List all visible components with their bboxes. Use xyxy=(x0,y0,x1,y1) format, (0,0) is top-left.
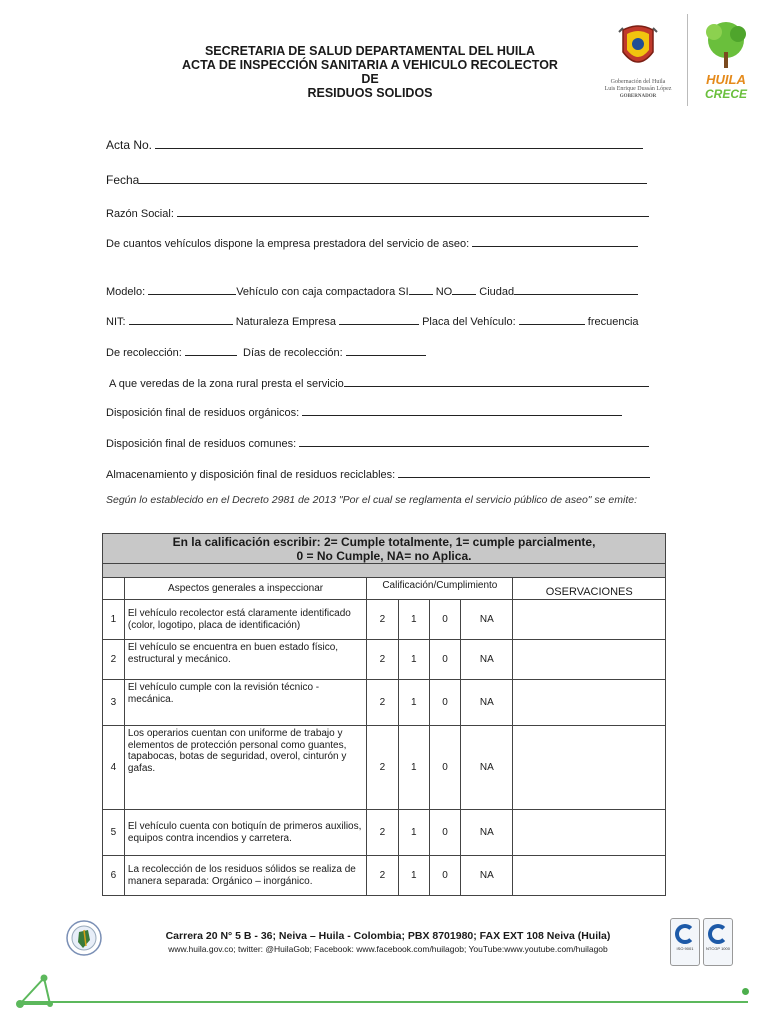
naturaleza-label: Naturaleza Empresa xyxy=(235,316,336,328)
nit-blank[interactable] xyxy=(129,314,233,325)
row-number: 6 xyxy=(103,856,125,896)
placa-label: Placa del Vehículo: xyxy=(422,316,516,328)
comunes-field xyxy=(106,436,649,450)
no-label: NO xyxy=(435,286,453,298)
vehiculos-label: De cuantos vehículos dispone la empresa prestadora del servicio de aseo: xyxy=(106,238,470,250)
score-na-cell[interactable]: NA xyxy=(461,640,513,680)
naturaleza-blank[interactable] xyxy=(339,314,419,325)
fecha-blank[interactable] xyxy=(139,173,647,184)
table-spacer-row xyxy=(103,564,666,578)
row-aspect-text: La recolección de los residuos sólidos se realiza de manera separada: Orgánico – inorgánico. xyxy=(124,856,366,896)
table-title xyxy=(103,534,666,564)
razon-social-label: Razón Social: xyxy=(106,208,174,220)
coat-of-arms-icon xyxy=(615,22,661,74)
gob-caption-2: Luis Enrique Dussán López xyxy=(604,86,672,92)
caja-no-blank[interactable] xyxy=(452,284,476,295)
col-header-observaciones: OSERVACIONES xyxy=(513,578,666,600)
score-1-cell[interactable]: 1 xyxy=(398,600,429,640)
table-title-line-2: 0 = No Cumple, NA= no Aplica. xyxy=(296,548,472,563)
score-2-cell[interactable]: 2 xyxy=(367,640,398,680)
row-aspect-text: El vehículo cuenta con botiquín de primeros auxilios, equipos contra incendios y carretera. xyxy=(124,810,366,856)
comunes-label: Disposición final de residuos comunes: xyxy=(106,438,297,450)
score-0-cell[interactable]: 0 xyxy=(429,810,460,856)
gobernacion-logo xyxy=(598,22,678,102)
nit-row xyxy=(106,314,639,328)
nit-label: NIT: xyxy=(106,316,126,328)
health-secretary-seal-icon xyxy=(64,916,104,966)
fecha-label: Fecha xyxy=(106,173,140,187)
certification-icon xyxy=(708,924,728,944)
score-na-cell[interactable]: NA xyxy=(461,680,513,726)
score-0-cell[interactable]: 0 xyxy=(429,856,460,896)
header-line-4: RESIDUOS SOLIDOS xyxy=(307,86,433,100)
logo-divider xyxy=(687,14,688,106)
network-triangle-icon xyxy=(12,968,56,1012)
observaciones-cell[interactable] xyxy=(513,810,666,856)
observaciones-cell[interactable] xyxy=(513,600,666,640)
table-row xyxy=(103,810,666,856)
col-header-num xyxy=(103,578,125,600)
huila-crece-logo xyxy=(698,18,754,104)
gob-caption-1: Gobernación del Huila xyxy=(610,79,666,85)
frecuencia-label: frecuencia xyxy=(587,316,639,328)
score-na-cell[interactable]: NA xyxy=(461,726,513,810)
caja-label: Vehículo con caja compactadora SI xyxy=(236,286,409,298)
score-2-cell[interactable]: 2 xyxy=(367,856,398,896)
table-title-line-1: En la calificación escribir: 2= Cumple totalmente, 1= cumple parcialmente, xyxy=(172,534,596,549)
table-column-headers xyxy=(103,578,666,600)
score-0-cell[interactable]: 0 xyxy=(429,680,460,726)
document-header xyxy=(160,44,580,100)
dias-label: Días de recolección: xyxy=(243,347,343,359)
score-na-cell[interactable]: NA xyxy=(461,810,513,856)
score-2-cell[interactable]: 2 xyxy=(367,680,398,726)
row-aspect-text: El vehículo cumple con la revisión técnico - mecánica. xyxy=(124,680,366,726)
score-0-cell[interactable]: 0 xyxy=(429,640,460,680)
row-number: 3 xyxy=(103,680,125,726)
tree-icon xyxy=(698,18,754,104)
ciudad-blank[interactable] xyxy=(514,284,638,295)
placa-blank[interactable] xyxy=(519,314,585,325)
organicos-field xyxy=(106,405,622,419)
organicos-label: Disposición final de residuos orgánicos: xyxy=(106,407,300,419)
modelo-label: Modelo: xyxy=(106,286,146,298)
certification-icon xyxy=(675,924,695,944)
vehiculos-blank[interactable] xyxy=(472,236,638,247)
acta-no-blank[interactable] xyxy=(155,138,643,149)
modelo-row xyxy=(106,284,638,298)
ciudad-label: Ciudad xyxy=(479,286,515,298)
score-na-cell[interactable]: NA xyxy=(461,600,513,640)
recoleccion-row xyxy=(106,345,426,359)
score-2-cell[interactable]: 2 xyxy=(367,600,398,640)
veredas-field xyxy=(109,376,649,390)
dias-blank[interactable] xyxy=(346,345,426,356)
observaciones-cell[interactable] xyxy=(513,640,666,680)
ntcgp-certification-badge xyxy=(703,918,733,966)
crece-text: CRECE xyxy=(704,87,748,101)
observaciones-cell[interactable] xyxy=(513,856,666,896)
organicos-blank[interactable] xyxy=(302,405,622,416)
cert-2-label: NTCGP 1000 xyxy=(706,946,730,951)
fecha-field xyxy=(106,173,647,187)
huila-text: HUILA xyxy=(706,72,746,87)
row-number: 1 xyxy=(103,600,125,640)
acta-no-label: Acta No. xyxy=(106,138,153,152)
veredas-blank[interactable] xyxy=(344,376,649,387)
score-1-cell[interactable]: 1 xyxy=(398,856,429,896)
decreto-note: Según lo establecido en el Decreto 2981 de 2013 "Por el cual se reglamenta el servicio público de aseo" se emite: xyxy=(106,494,638,506)
table-row xyxy=(103,856,666,896)
reciclables-label: Almacenamiento y disposición final de residuos reciclables: xyxy=(106,469,396,481)
observaciones-cell[interactable] xyxy=(513,726,666,810)
col-header-aspectos: Aspectos generales a inspeccionar xyxy=(124,578,366,600)
row-aspect-text: Los operarios cuentan con uniforme de trabajo y elementos de protección personal como guantes, tapabocas, botas de seguridad, overol, cinturón y gafas. xyxy=(124,726,366,810)
razon-social-field xyxy=(106,206,649,220)
reciclables-field xyxy=(106,467,650,481)
row-number: 4 xyxy=(103,726,125,810)
modelo-blank[interactable] xyxy=(148,284,236,295)
acta-no-field xyxy=(106,138,643,152)
score-1-cell[interactable]: 1 xyxy=(398,726,429,810)
score-1-cell[interactable]: 1 xyxy=(398,640,429,680)
veredas-label: A que veredas de la zona rural presta el servicio xyxy=(109,378,344,390)
score-2-cell[interactable]: 2 xyxy=(367,726,398,810)
row-number: 5 xyxy=(103,810,125,856)
caja-si-blank[interactable] xyxy=(409,284,433,295)
razon-social-blank[interactable] xyxy=(177,206,649,217)
footer-address: Carrera 20 N° 5 B - 36; Neiva – Huila - Colombia; PBX 8701980; FAX EXT 108 Neiva (Huila) xyxy=(165,930,611,942)
de-recoleccion-label: De recolección: xyxy=(106,347,182,359)
footer-green-rule xyxy=(20,1001,748,1003)
row-aspect-text: El vehículo se encuentra en buen estado físico, estructural y mecánico. xyxy=(124,640,366,680)
table-row xyxy=(103,680,666,726)
table-row xyxy=(103,600,666,640)
table-row xyxy=(103,726,666,810)
comunes-blank[interactable] xyxy=(299,436,649,447)
row-number: 2 xyxy=(103,640,125,680)
score-na-cell[interactable]: NA xyxy=(461,856,513,896)
header-line-3: DE xyxy=(361,72,379,86)
score-2-cell[interactable]: 2 xyxy=(367,810,398,856)
observaciones-cell[interactable] xyxy=(513,680,666,726)
iso-certification-badge xyxy=(670,918,700,966)
gob-caption-3: GOBERNADOR xyxy=(619,94,657,99)
inspection-table xyxy=(102,533,666,896)
header-line-1: SECRETARIA DE SALUD DEPARTAMENTAL DEL HUILA xyxy=(204,44,536,58)
header-line-2: ACTA DE INSPECCIÓN SANITARIA A VEHICULO RECOLECTOR xyxy=(182,58,558,72)
footer-dot xyxy=(742,988,749,995)
score-0-cell[interactable]: 0 xyxy=(429,726,460,810)
frecuencia-blank[interactable] xyxy=(185,345,237,356)
vehiculos-field xyxy=(106,236,638,250)
score-0-cell[interactable]: 0 xyxy=(429,600,460,640)
score-1-cell[interactable]: 1 xyxy=(398,810,429,856)
cert-1-label: ISO 9001 xyxy=(676,946,694,951)
footer-web-links: www.huila.gov.co; twitter: @HuilaGob; Facebook: www.facebook.com/huilagob; YouTube:www.youtube.com/huilagob xyxy=(168,944,608,954)
col-header-calificacion: Calificación/Cumplimiento xyxy=(367,578,513,600)
reciclables-blank[interactable] xyxy=(398,467,650,478)
row-aspect-text: El vehículo recolector está claramente identificado (color, logotipo, placa de identificación) xyxy=(124,600,366,640)
score-1-cell[interactable]: 1 xyxy=(398,680,429,726)
table-row xyxy=(103,640,666,680)
